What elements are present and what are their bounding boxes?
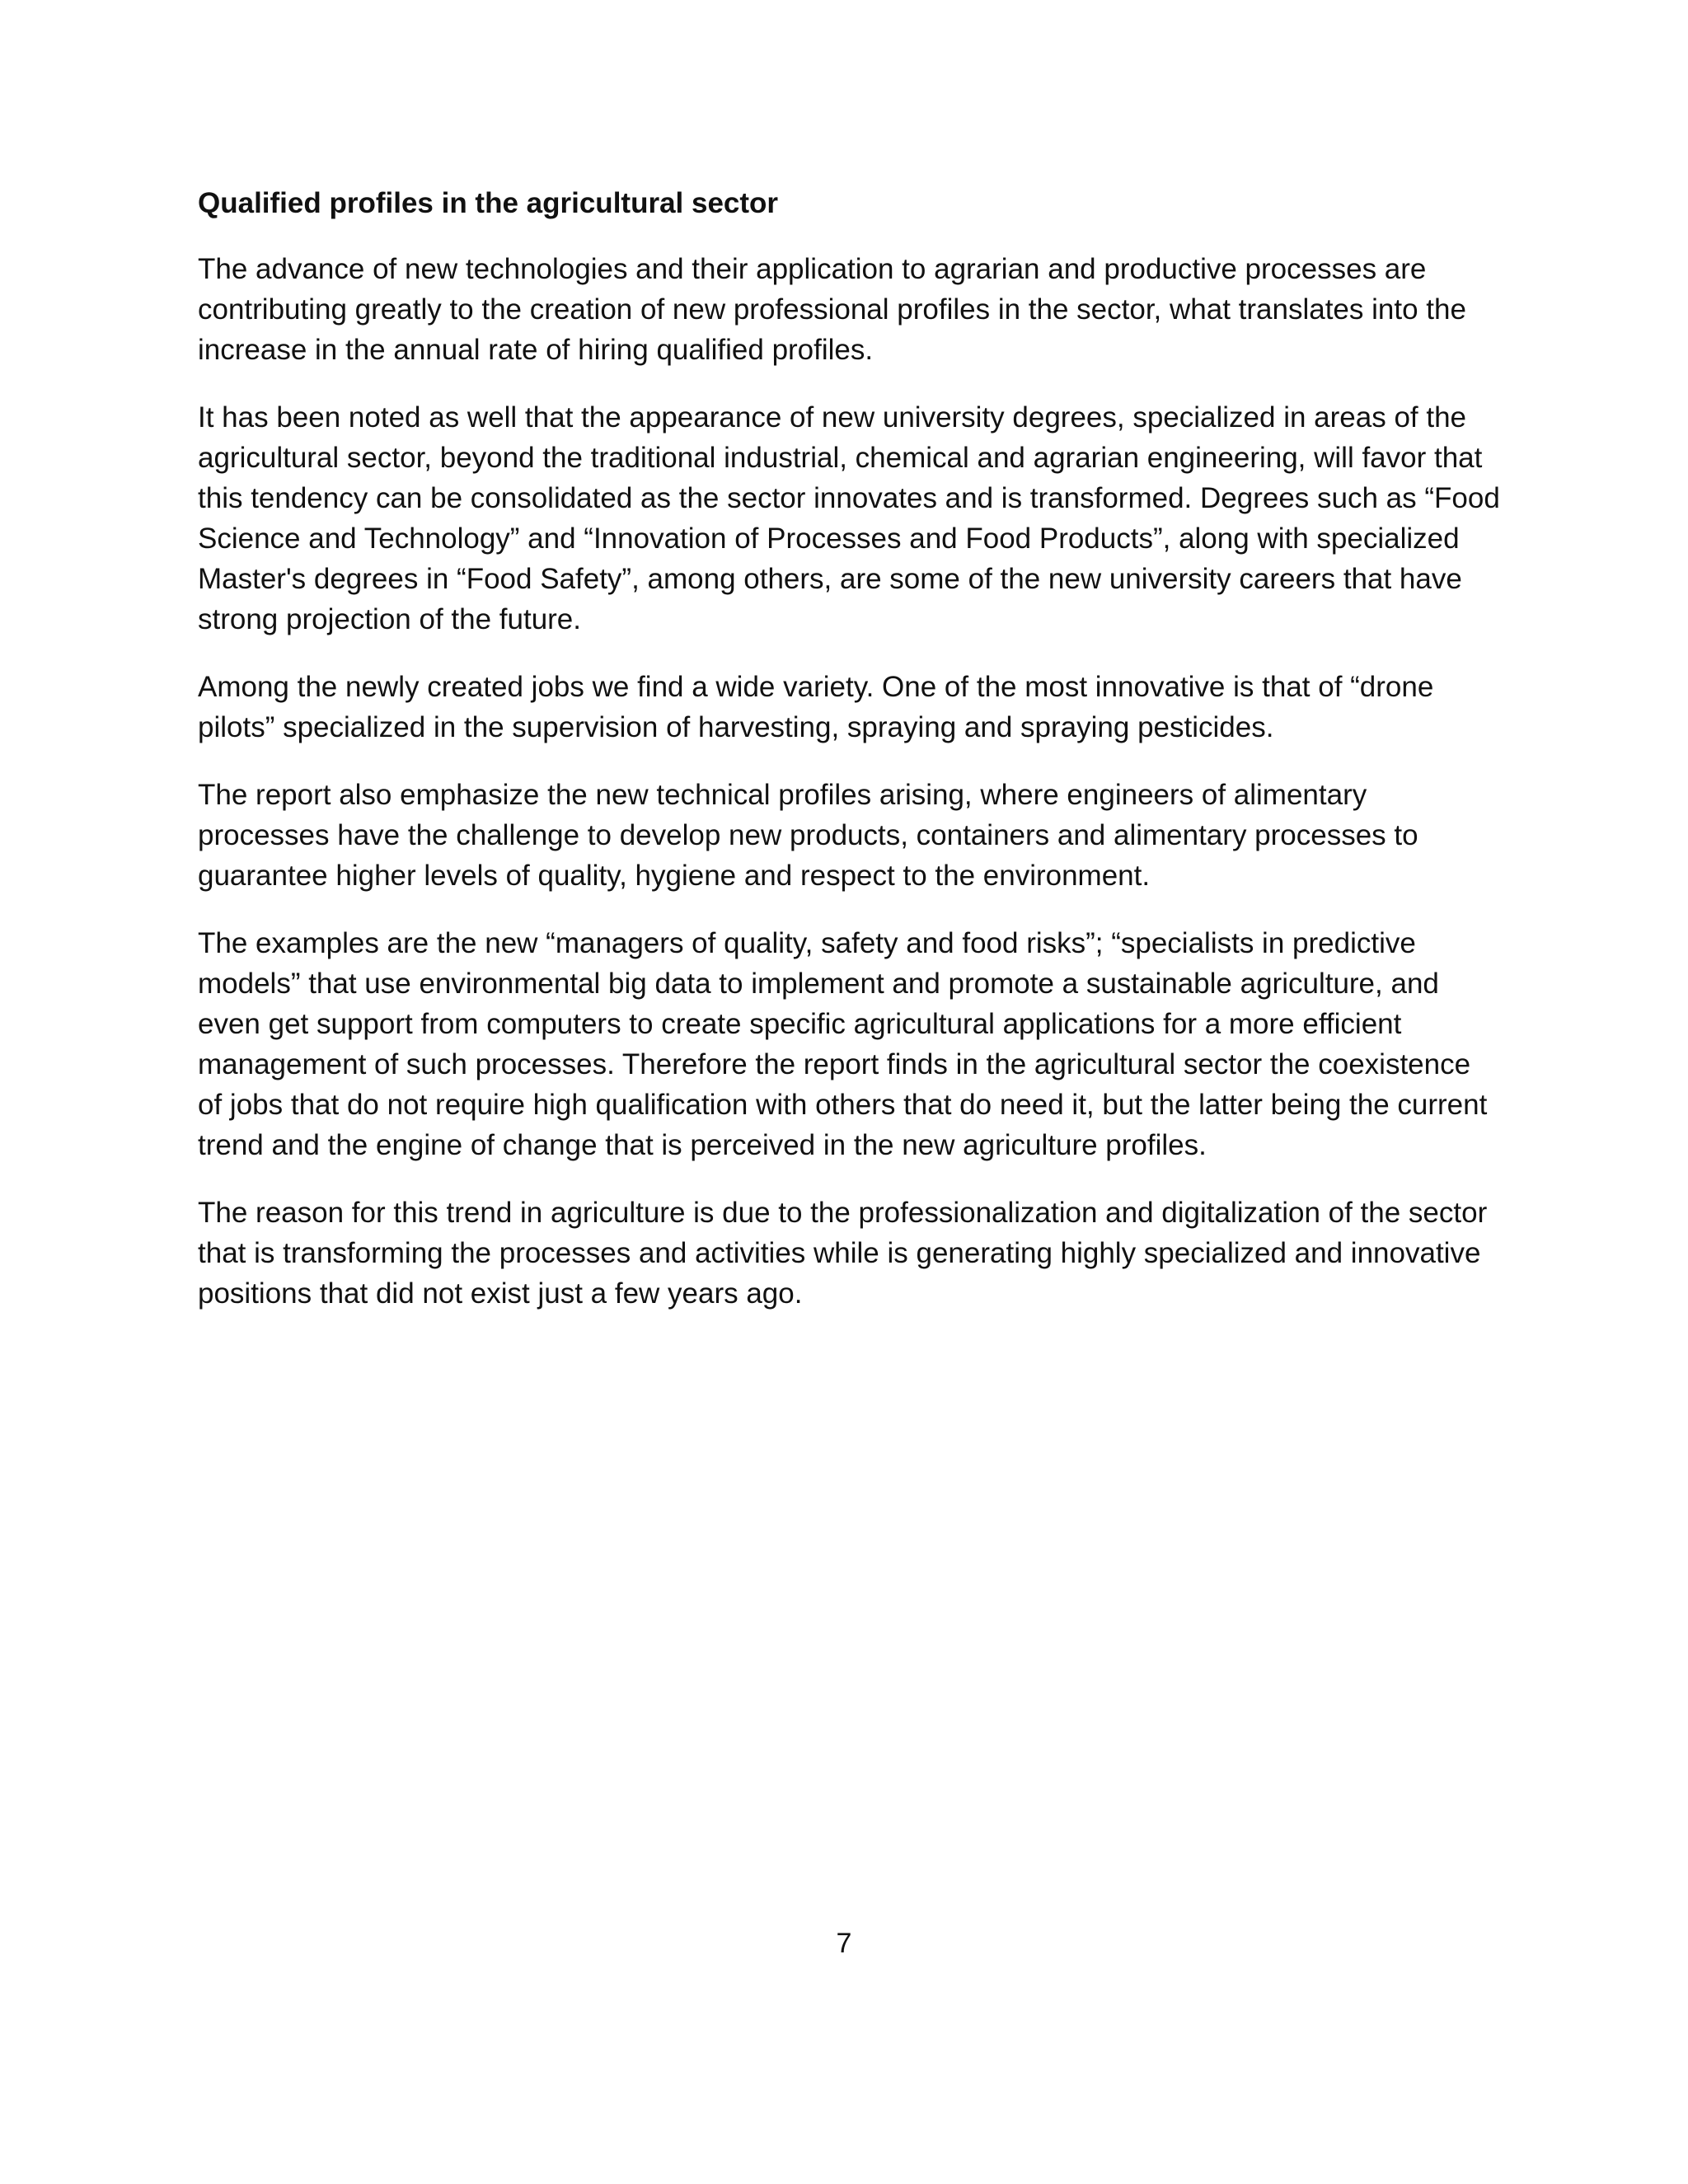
document-content <box>198 183 1500 1341</box>
paragraph-technical-profiles: The report also emphasize the new technical profiles arising, where engineers of alimentary processes have the challenge to develop new products, containers and alimentary processes to guarantee higher levels of quality, hygiene and respect to the environment. <box>198 779 1418 892</box>
paragraph-examples: The examples are the new “managers of quality, safety and food risks”; “specialists in predictive models” that use environmental big data to implement and promote a sustainable agriculture, and even get support from computers to create specific agricultural applications for a more efficient management of such processes. Therefore the report finds in the agricultural sector the coexistence of jobs that do not require high qualification with others that do need it, but the latter being the current trend and the engine of change that is perceived in the new agriculture profiles. <box>198 927 1488 1161</box>
paragraph-technology-advance: The advance of new technologies and their application to agrarian and productive processes are contributing greatly to the creation of new professional profiles in the sector, what translates into the increase in the annual rate of hiring qualified profiles. <box>198 253 1466 366</box>
paragraph-university-degrees: It has been noted as well that the appearance of new university degrees, specialized in areas of the agricultural sector, beyond the traditional industrial, chemical and agrarian engineering, will favor that this tendency can be consolidated as the sector innovates and is transformed. Degrees such as “Food Science and Technology” and “Innovation of Processes and Food Products”, along with specialized Master's degrees in “Food Safety”, among others, are some of the new university careers that have strong projection of the future. <box>198 401 1500 635</box>
page-number: 7 <box>836 1928 852 1959</box>
paragraph-trend-reason: The reason for this trend in agriculture is due to the professionalization and digitalization of the sector that is transforming the processes and activities while is generating highly specialized and innovative positions that did not exist just a few years ago. <box>198 1197 1488 1310</box>
paragraph-new-jobs: Among the newly created jobs we find a wide variety. One of the most innovative is that of “drone pilots” specialized in the supervision of harvesting, spraying and spraying pesticides. <box>198 671 1434 743</box>
section-heading: Qualified profiles in the agricultural sector <box>198 187 779 219</box>
